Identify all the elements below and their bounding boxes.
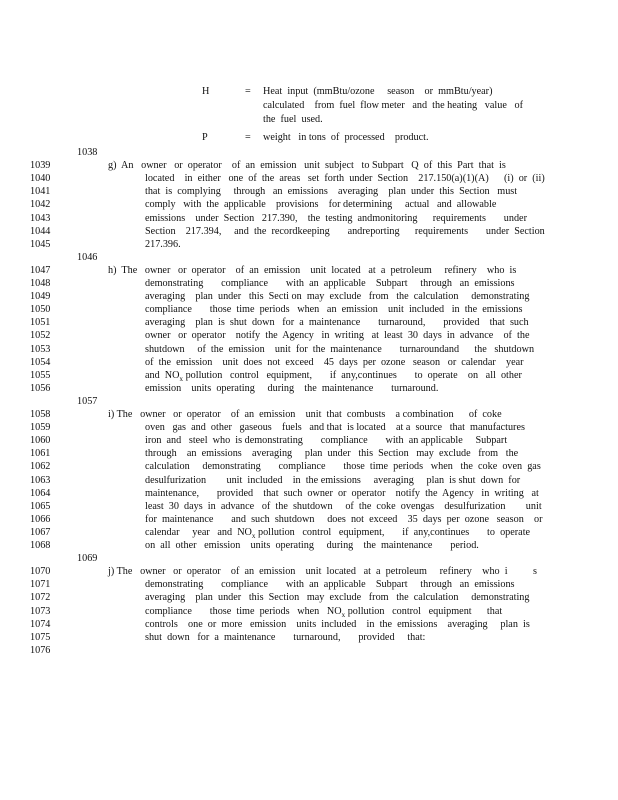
subscript-x: x <box>341 610 346 619</box>
line-text <box>145 238 181 251</box>
line-number: 1064 <box>30 487 51 499</box>
subscript-x: x <box>251 531 256 540</box>
line-number: 1065 <box>30 500 51 512</box>
line-text <box>145 185 517 198</box>
line-number: 1048 <box>30 278 51 289</box>
line-number: 1076 <box>30 644 51 656</box>
line-number: 1075 <box>30 631 51 643</box>
definition-text-line: calculated from fuel flow meter and the heating value of <box>263 100 523 111</box>
definition-symbol: P <box>202 132 208 143</box>
line-text-segment: compliance those time periods when an emission unit included in the emissions <box>145 304 523 316</box>
line-text <box>108 159 506 172</box>
line-text-segment: for maintenance and such shutdown does not exceed 35 days per ozone season or <box>145 513 543 525</box>
line-text-segment: demonstrating compliance with an applicable Subpart through an emissions <box>145 278 515 289</box>
line-number: 1052 <box>30 330 51 342</box>
line-number: 1068 <box>30 540 51 551</box>
line-text-segment: comply with the applicable provisions for determining actual and allowable <box>145 199 497 211</box>
line-number: 1040 <box>30 173 51 185</box>
line-text-segment: Section 217.394, and the recordkeeping andreporting requirements under Section <box>145 225 545 237</box>
line-text-segment: h) The owner or operator of an emission unit located at a petroleum refinery who is <box>108 264 517 276</box>
line-text <box>145 329 529 342</box>
line-text-segment: 217.396. <box>145 238 181 250</box>
line-number: 1051 <box>30 317 51 329</box>
line-text <box>145 591 529 604</box>
line-text <box>145 290 529 303</box>
line-number: 1061 <box>30 448 51 460</box>
line-text <box>145 172 545 185</box>
line-text-segment: j) The owner or operator of an emission unit located at a petroleum refinery who i s <box>108 566 537 578</box>
line-text-segment: that is complying through an emissions averaging plan under this Section must <box>145 186 518 198</box>
line-number: 1067 <box>30 526 51 538</box>
definition-text-line: weight in tons of processed product. <box>263 132 429 143</box>
line-number: 1042 <box>30 199 51 211</box>
line-text <box>145 343 534 356</box>
line-number: 1046 <box>77 251 98 263</box>
line-text-segment: desulfurization unit included in the emissions averaging plan is shut down for <box>145 474 521 486</box>
line-text <box>108 565 537 578</box>
line-text <box>108 264 516 277</box>
line-number: 1063 <box>30 474 51 486</box>
line-text-segment: located in either one of the areas set forth under Section 217.150(a)(1)(A) (i) or (ii) <box>145 173 545 185</box>
definition-text-line: Heat input (mmBtu/ozone season or mmBtu/year) <box>263 86 493 97</box>
line-text-segment: shut down for a maintenance turnaround, provided that: <box>145 631 426 643</box>
line-text <box>145 474 520 487</box>
line-text-segment: averaging plan under this Section may exclude from the calculation demonstrating <box>145 592 530 604</box>
definition-text-line: the fuel used. <box>263 114 323 125</box>
line-number: 1039 <box>30 160 51 172</box>
line-text-segment: emissions under Section 217.390, the testing andmonitoring requirements under <box>145 212 527 224</box>
line-text <box>145 225 545 238</box>
line-text-segment: shutdown of the emission unit for the maintenance turnaroundand the shutdown <box>145 343 535 355</box>
line-number: 1058 <box>30 409 51 420</box>
line-text <box>145 631 425 644</box>
line-text <box>145 316 529 329</box>
line-text <box>145 460 541 473</box>
line-text <box>145 277 515 290</box>
line-number: 1049 <box>30 291 51 303</box>
line-text <box>145 605 502 618</box>
line-text-segment: iron and steel who is demonstrating compliance with an applicable Subpart <box>145 435 508 447</box>
line-text-segment: least 30 days in advance of the shutdown of the coke ovengas desulfurization unit <box>145 500 542 512</box>
line-number: 1044 <box>30 225 51 237</box>
line-text <box>145 421 525 434</box>
line-text <box>145 487 539 500</box>
line-number: 1069 <box>77 553 98 565</box>
line-number: 1038 <box>77 147 98 158</box>
line-text <box>145 356 524 369</box>
line-number: 1072 <box>30 592 51 604</box>
line-text-segment: calculation demonstrating compliance those time periods when the coke oven gas <box>145 461 541 473</box>
line-text-segment: averaging plan under this Secti on may exclude from the calculation demonstrating <box>145 291 530 303</box>
line-number: 1066 <box>30 513 51 525</box>
line-text-segment: pollution control equipment that <box>345 605 503 617</box>
line-number: 1057 <box>77 395 98 407</box>
line-text <box>145 303 522 316</box>
line-text <box>108 408 502 421</box>
line-text <box>145 198 496 211</box>
line-text-segment: pollution control equipment, if any,continues to operate on all other <box>183 369 522 381</box>
line-number: 1073 <box>30 605 51 617</box>
definition-equals: = <box>245 86 251 97</box>
line-text <box>145 434 507 447</box>
line-text-segment: i) The owner or operator of an emission unit that combusts a combination of coke <box>108 409 502 420</box>
line-text-segment: and NO <box>145 369 180 381</box>
line-text <box>145 526 530 539</box>
line-text-segment: demonstrating compliance with an applicable Subpart through an emissions <box>145 579 515 591</box>
line-text-segment: calendar year and NO <box>145 526 252 538</box>
line-number: 1056 <box>30 382 51 394</box>
line-number: 1047 <box>30 264 51 276</box>
line-number: 1071 <box>30 579 51 591</box>
line-number: 1055 <box>30 369 51 381</box>
line-text-segment: controls one or more emission units included in the emissions averaging plan is <box>145 618 530 630</box>
line-text <box>145 500 542 513</box>
line-number: 1043 <box>30 212 51 224</box>
line-number: 1060 <box>30 435 51 447</box>
line-number: 1050 <box>30 304 51 316</box>
line-text <box>145 578 515 591</box>
definition-equals: = <box>245 132 251 143</box>
line-text-segment: of the emission unit does not exceed 45 days per ozone season or calendar year <box>145 356 524 368</box>
line-text <box>145 369 522 382</box>
line-text-segment: pollution control equipment, if any,continues to operate <box>255 526 531 538</box>
line-number: 1062 <box>30 461 51 473</box>
subscript-x: x <box>179 374 184 383</box>
line-text-segment: g) An owner or operator of an emission unit subject to Subpart Q of this Part that is <box>108 160 506 172</box>
line-text-segment: owner or operator notify the Agency in writing at least 30 days in advance of the <box>145 330 530 342</box>
line-number: 1070 <box>30 566 51 578</box>
line-text-segment: on all other emission units operating during the maintenance period. <box>145 540 479 551</box>
line-number: 1074 <box>30 618 51 630</box>
line-text <box>145 618 530 631</box>
line-number: 1045 <box>30 238 51 250</box>
line-number: 1059 <box>30 422 51 434</box>
line-text-segment: compliance those time periods when NO <box>145 605 342 617</box>
definition-symbol: H <box>202 86 210 97</box>
line-text <box>145 212 527 225</box>
line-text <box>145 382 438 395</box>
line-text <box>145 447 518 460</box>
line-text-segment: through an emissions averaging plan under this Section may exclude from the <box>145 448 519 460</box>
line-text <box>145 539 479 552</box>
line-text-segment: oven gas and other gaseous fuels and that is located at a source that manufactures <box>145 422 525 434</box>
line-text-segment: emission units operating during the maintenance turnaround. <box>145 382 439 394</box>
line-number: 1053 <box>30 343 51 355</box>
line-text-segment: maintenance, provided that such owner or operator notify the Agency in writing at <box>145 487 539 499</box>
line-text <box>145 513 543 526</box>
line-number: 1054 <box>30 356 51 368</box>
line-number: 1041 <box>30 186 51 198</box>
line-text-segment: averaging plan is shut down for a maintenance turnaround, provided that such <box>145 317 529 329</box>
